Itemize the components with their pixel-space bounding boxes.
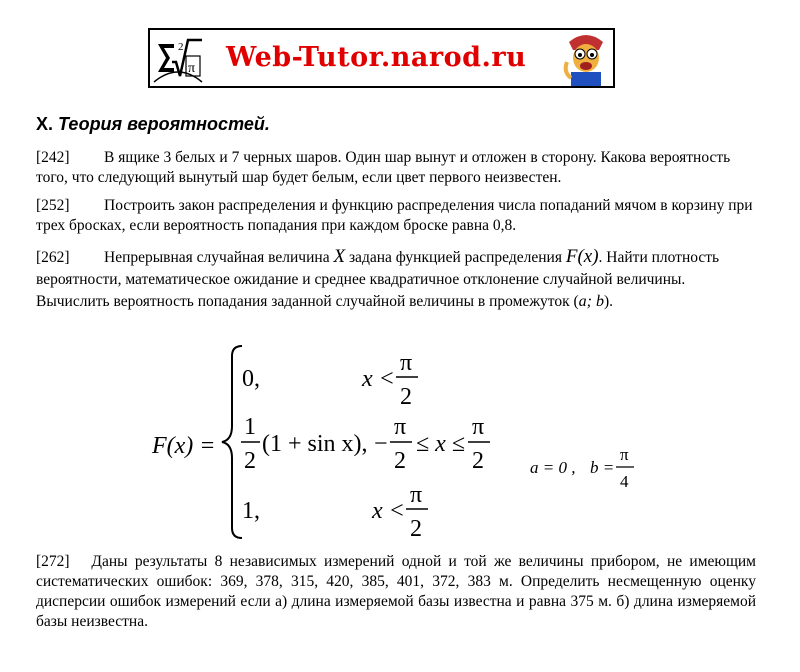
problem-252 bbox=[36, 196, 756, 236]
problem-text: Построить закон распределения и функцию распределения числа попаданий мячом в корзину при трех бросках, если вероятность попадания при каждом броске равна 0,8. bbox=[36, 197, 753, 234]
param-a: a = 0 , bbox=[530, 458, 576, 477]
case2-cond-mid: ≤ x ≤ bbox=[416, 431, 465, 457]
problem-272 bbox=[36, 552, 756, 632]
case2-expr: (1 + sin x), bbox=[262, 431, 368, 457]
case3-value: 1, bbox=[242, 498, 260, 524]
problem-262 bbox=[36, 246, 756, 313]
case3-two: 2 bbox=[410, 516, 422, 542]
math-interval: a; b bbox=[578, 293, 604, 310]
case2-pi-left: π bbox=[394, 414, 407, 440]
param-b: b = bbox=[590, 458, 615, 477]
case1-two: 2 bbox=[400, 384, 412, 410]
problem-text-b: задана функцией распределения bbox=[348, 249, 562, 266]
cartoon-tutor-icon bbox=[561, 32, 611, 86]
piecewise-formula bbox=[150, 340, 670, 550]
curly-brace-icon bbox=[222, 346, 242, 538]
problem-text: В ящике 3 белых и 7 черных шаров. Один шар вынут и отложен в сторону. Какова вероятность того, что следующий вынутый шар будет белым, если цвет первого неизвестен. bbox=[36, 149, 731, 186]
sigma-root-logo-icon bbox=[152, 32, 204, 84]
case1-pi: π bbox=[400, 350, 413, 376]
problem-242 bbox=[36, 148, 756, 188]
problem-number: [242] bbox=[36, 149, 70, 166]
section-heading bbox=[36, 114, 270, 135]
case2-coef-num: 1 bbox=[244, 414, 256, 440]
case2-coef-den: 2 bbox=[244, 448, 256, 474]
problem-number: [262] bbox=[36, 249, 70, 266]
problem-text-c: . Найти плотность вероятности, математическое ожидание и среднее квадратичное отклонение случайной величины. Вычислить вероятность попадания заданной случайной величины в промежуток ( bbox=[36, 249, 720, 310]
case2-two-left: 2 bbox=[394, 448, 406, 474]
case2-two-right: 2 bbox=[472, 448, 484, 474]
problem-number: [252] bbox=[36, 197, 70, 214]
site-banner[interactable] bbox=[148, 28, 615, 88]
problem-text-a: Непрерывная случайная величина bbox=[104, 249, 330, 266]
case3-pi: π bbox=[410, 482, 423, 508]
case1-value: 0, bbox=[242, 366, 260, 392]
param-b-pi: π bbox=[620, 445, 629, 464]
case2-minus: − bbox=[374, 431, 388, 457]
problem-text-d: ). bbox=[604, 293, 614, 310]
site-name[interactable]: Web-Tutor.narod.ru bbox=[226, 42, 527, 73]
section-number: X. bbox=[36, 114, 54, 134]
case2-pi-right: π bbox=[472, 414, 485, 440]
problem-number: [272] bbox=[36, 553, 70, 570]
param-b-four: 4 bbox=[620, 472, 629, 491]
problem-text: Даны результаты 8 независимых измерений одной и той же величины прибором, не имеющим систематических ошибок: 369, 378, 315, 420, 385, 401, 372, 383 м. Определить несмещенную оценку дисперсии ошибок измерений если а) длина измеряемой базы известна и равна 375 м. б) длина измеряемой базы неизвестна. bbox=[36, 553, 756, 630]
math-variable-x: X bbox=[333, 246, 346, 267]
logo-superscript: 2 bbox=[178, 41, 184, 53]
formula-lhs: F(x) = bbox=[152, 433, 216, 459]
case3-condition: x < bbox=[372, 498, 405, 524]
math-function-f: F(x) bbox=[565, 246, 599, 267]
section-title: Теория вероятностей. bbox=[58, 114, 270, 134]
case1-condition: x < bbox=[362, 366, 395, 392]
logo-pi: π bbox=[188, 61, 196, 76]
